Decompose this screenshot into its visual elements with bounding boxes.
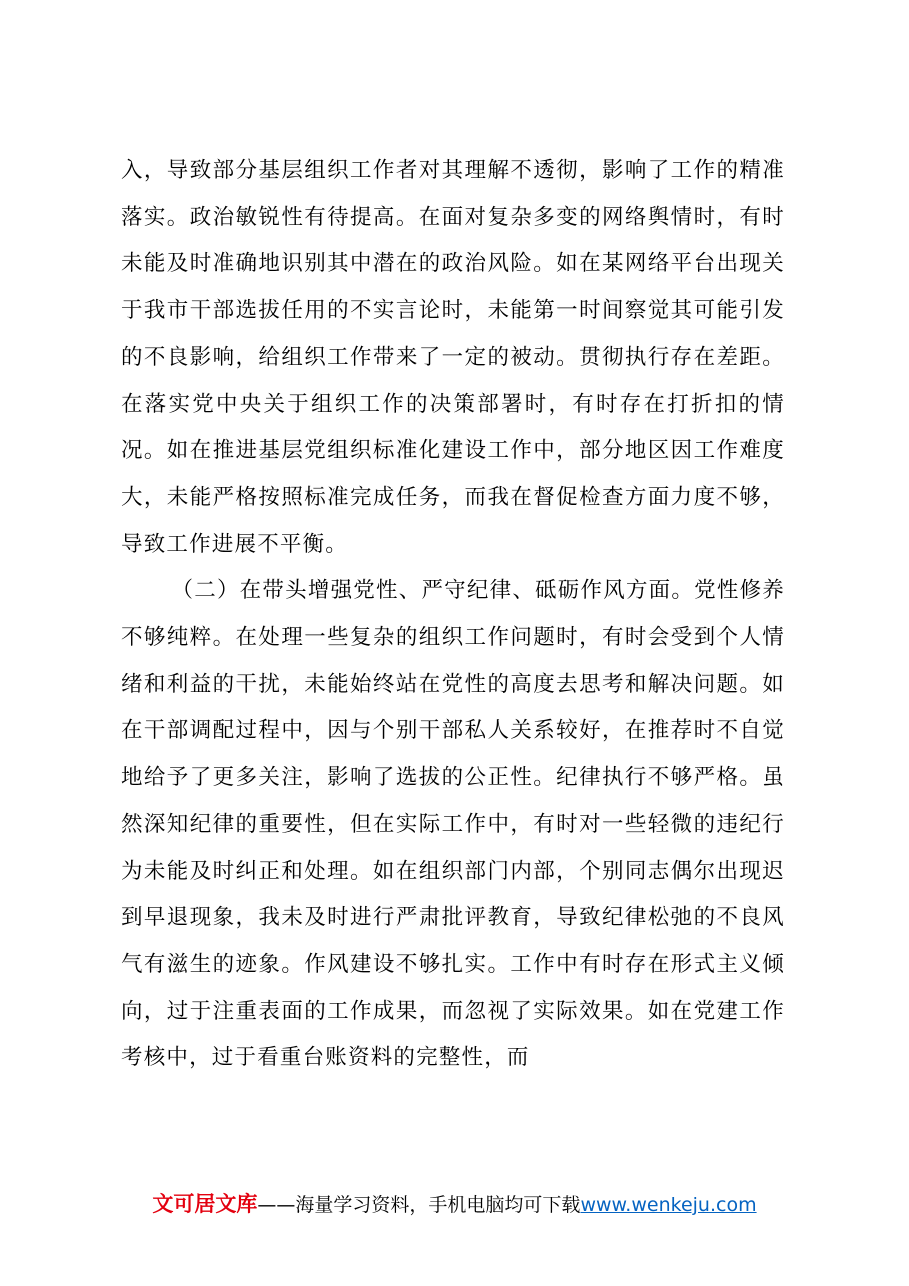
footer-brand: 文可居文库 — [152, 1192, 258, 1216]
paragraph-continued: 入，导致部分基层组织工作者对其理解不透彻，影响了工作的精准落实。政治敏锐性有待提高。在面对复杂多变的网络舆情时，有时未能及时准确地识别其中潜在的政治风险。如在某网络平台出现关于我市干部选拔任用的不实言论时，未能第一时间察觉其可能引发的不良影响，给组织工作带来了一定的被动。贯彻执行存在差距。在落实党中央关于组织工作的决策部署时，有时存在打折扣的情况。如在推进基层党组织标准化建设工作中，部分地区因工作难度大，未能严格按照标准完成任务，而我在督促检查方面力度不够，导致工作进展不平衡。 — [121, 158, 785, 557]
footer-banner — [0, 1188, 909, 1218]
footer-url-link[interactable]: www.wenkeju.com — [580, 1194, 757, 1216]
document-body — [121, 148, 785, 1082]
footer-slogan: ——海量学习资料，手机电脑均可下载 — [257, 1194, 581, 1216]
paragraph-section-two: （二）在带头增强党性、严守纪律、砥砺作风方面。党性修养不够纯粹。在处理一些复杂的组织工作问题时，有时会受到个人情绪和利益的干扰，未能始终站在党性的高度去思考和解决问题。如在干部调配过程中，因与个别干部私人关系较好，在推荐时不自觉地给予了更多关注，影响了选拔的公正性。纪律执行不够严格。虽然深知纪律的重要性，但在实际工作中，有时对一些轻微的违纪行为未能及时纠正和处理。如在组织部门内部，个别同志偶尔出现迟到早退现象，我未及时进行严肃批评教育，导致纪律松弛的不良风气有滋生的迹象。作风建设不够扎实。工作中有时存在形式主义倾向，过于注重表面的工作成果，而忽视了实际效果。如在党建工作考核中，过于看重台账资料的完整性，而 — [121, 578, 785, 1071]
